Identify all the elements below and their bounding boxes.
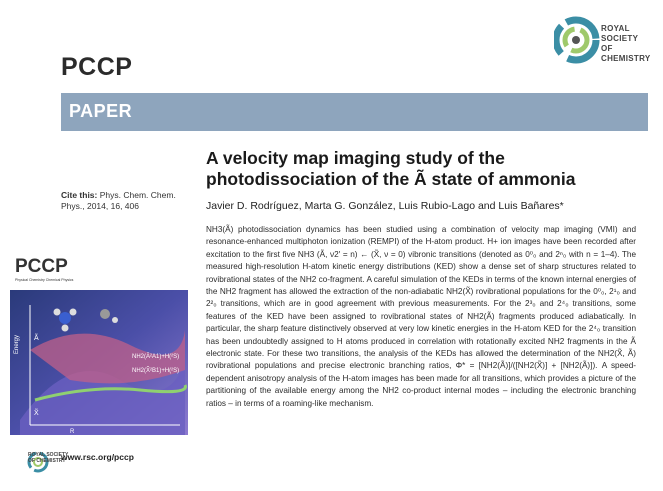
potential-energy-illustration	[10, 290, 188, 435]
label-upper: NH2(Ã²A1)+H(²S)	[132, 354, 180, 360]
axis-r-label: R	[70, 429, 75, 435]
molecule-fragment	[112, 317, 118, 323]
cover-subtitle: Physical Chemistry Chemical Physics	[15, 278, 74, 282]
state-a-label: Ã	[34, 335, 39, 342]
publisher-line1: ROYAL SOCIETY	[601, 24, 639, 43]
cover-rsc-line1: ROYAL SOCIETY	[28, 452, 69, 458]
journal-url[interactable]: www.rsc.org/pccp	[61, 452, 134, 462]
cite-label: Cite this:	[61, 190, 98, 200]
molecule-h-atom	[62, 325, 69, 332]
cite-text[interactable]: Phys. Chem. Chem. Phys., 2014, 16, 406	[61, 190, 176, 211]
paper-banner	[61, 93, 648, 131]
banner-label: PAPER	[69, 101, 133, 121]
molecule-h-atom	[70, 309, 77, 316]
axis-energy-label: Energy	[14, 334, 20, 354]
author-list: Javier D. Rodríguez, Marta G. González, Luis Rubio-Lago and Luis Bañares*	[206, 200, 564, 212]
label-lower: NH2(X̃²B1)+H(²S)	[132, 368, 180, 374]
molecule-n-atom	[59, 312, 71, 324]
citation	[61, 190, 201, 212]
publisher-name	[601, 24, 663, 64]
abstract: NH3(Ã) photodissociation dynamics has been studied using a combination of velocity map imaging (VMI) and resonance-enhanced multiphoton ionization (REMPI) of the H-atom product. H+ ion images have been recorded after excitation to the first five NH3 (Ã, ν2′ = n) ← (X̃, ν = 0) vibronic transitions (denoted as 0⁰₀ and 2ⁿ₀ with n = 1–4). The measured high-resolution H-atom kinetic energy distributions (KED) show a dense set of sharp structures related to rovibrational states of the NH2 co-fragment. A careful simulation of the KEDs in terms of the known internal energies of the NH2 fragment has allowed the extraction of the non-adiabatic NH2(X̃) rovibrational populations for the 0⁰₀, 2¹₀ and 2²₀ transitions, which are in good agreement with previous measurements. For the 2³₀ and 2⁴₀ transitions, some features of the KED have been assigned to rovibrational states of NH2(Ã) fragments produced adiabatically. In particular, the sharp feature distinctively observed at very low kinetic energies in the H-atom KED for the 2⁴₀ transition has been undoubtedly assigned to H atoms produced in correlation with rotationally excited NH2 fragments in the Ã electronic state. For these two transitions, the analysis of the KEDs has allowed the determination of the NH2(X̃, Ã) rovibrational populations and precise electronic branching ratios, Φ* = [NH2(Ã)]/([NH2(X̃)] + [NH2(Ã)]). A speed-dependent anisotropy analysis of the H-atom images has been made for all transitions, which provides a picture of the partitioning of the available energy among the NH2 co-product internal modes – including the electronic branching ratios – in terms of a roaming-like mechanism.	[206, 225, 636, 408]
article-title: A velocity map imaging study of the photodissociation of the Ã state of ammonia	[206, 148, 576, 189]
molecule-fragment	[100, 309, 110, 319]
state-x-label: X̃	[34, 410, 39, 417]
molecule-h-atom	[54, 309, 61, 316]
journal-name: PCCP	[61, 53, 133, 81]
cover-image	[5, 250, 190, 450]
publisher-line2: OF CHEMISTRY	[601, 44, 651, 63]
cover-rsc-line2: OF CHEMISTRY	[28, 458, 66, 464]
cover-title: PCCP	[15, 256, 68, 277]
